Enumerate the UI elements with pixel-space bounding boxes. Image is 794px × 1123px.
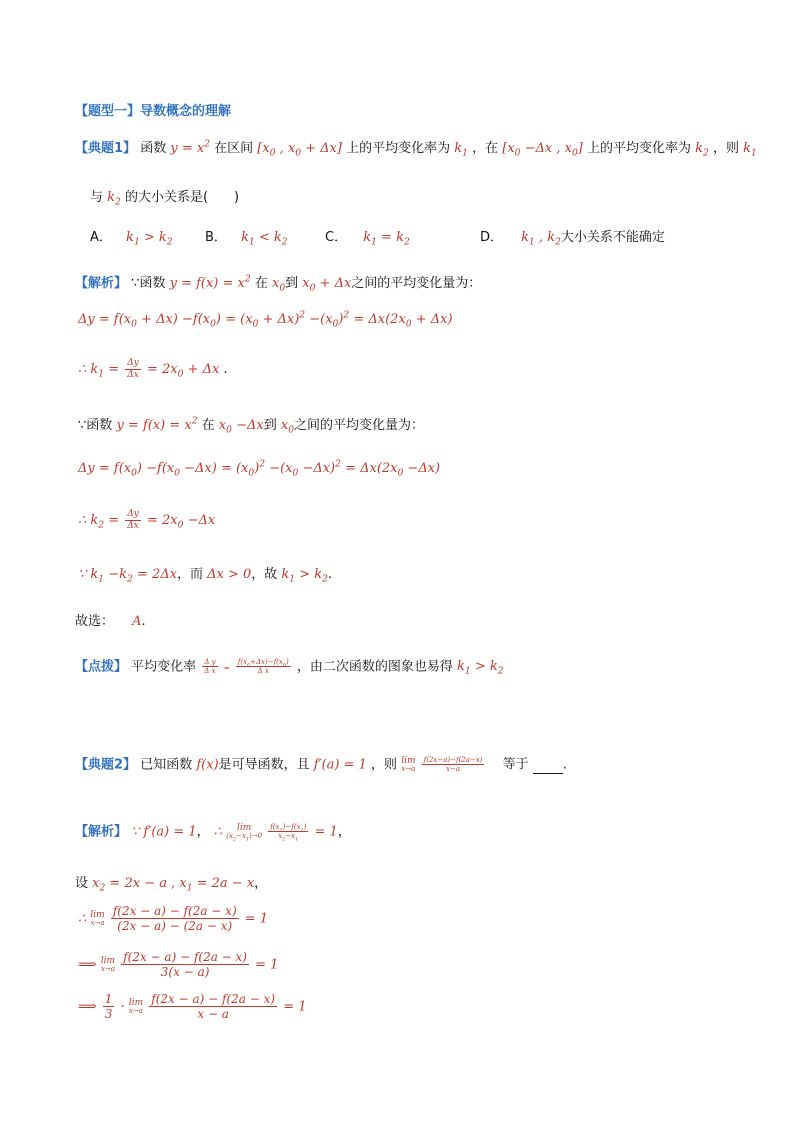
equation-delta-y1: $\Delta y = f(x_0 + \Delta x) -f(x_0) = (x_0 + \Delta x)^2 -(x_0)^2 = \Delta x(2x_0 + \Delta x)$ [78,310,453,330]
equation-compare: ∵ $k_1 -k_2 = 2\Delta x$，而 Δx > 0，故 $k_1 > k_2$. [78,567,333,585]
answer-line: 故选： A. [75,614,146,629]
example1-tag: 【典题1】 [75,141,137,156]
solution2-step3: ⟹ $\frac{1}{3}$ · lim x→a $\frac{f(2x - a) - f(2a - x)}{x - a}$ = 1 [78,992,307,1022]
example1-line2: 与 $k_2$ 的大小关系是( ) [90,190,240,208]
option-d: D． $k_1$ , $k_2$大小关系不能确定 [480,230,665,248]
section-title: 【题型一】导数概念的理解 [75,104,232,119]
solution2-step1: ∴ lim x→a $\frac{f(2x - a) - f(2a - x)}{(2x - a) - (2a - x)}$ = 1 [78,904,269,934]
option-a: A． $k_1 > k_2$ [90,230,173,248]
equation-delta-y2: $\Delta y = f(x_0) -f(x_0 -\Delta x) = (x_0)^2 -(x_0 -\Delta x)^2 = \Delta x(2x_0 -\Delta x)$ [78,459,441,479]
solution1-line1: 【解析】 ∵函数 $y = f(x) = x^2$ 在 $x_0$到 $x_0 + \Delta x$之间的平均变化量为： [75,274,482,294]
solution1-line2: ∵函数 $y = f(x) = x^2$ 在 $x_0 -\Delta x$到 $x_0$之间的平均变化量为： [78,416,425,436]
option-b: B． $k_1 < k_2$ [205,230,288,248]
equation-k2: ∴ $k_2$ = $\frac{\Delta y}{\Delta x}$ = $2x_0 -\Delta x$ [78,509,216,531]
option-c: C． $k_1 = k_2$ [325,230,410,248]
equation-k1: ∴ $k_1$ = $\frac{\Delta y}{\Delta x}$ = $2x_0 + \Delta x$ . [78,358,228,380]
answer-blank [533,761,563,774]
tip-line: 【点拨】 平均变化率 $\frac{\text{Δ y}}{\text{Δ x}}$ = $\frac{f(x_0+\Delta x)-f(x_0)}{\text{Δ x}}$ ，由二次函数的图象也易得 $k_1 > k_2$ [75,658,504,677]
example2-line: 【典题2】 已知函数 f(x)是可导函数，且 f′(a) = 1 ，则 lim x→a $\frac{f(2x-a)-f(2a-x)}{x-a}$ 等于 . [75,755,567,774]
solution2-step2: ⟹ lim x→a $\frac{f(2x - a) - f(2a - x)}{3(x - a)}$ = 1 [78,950,279,980]
solution2-let: 设 $x_2 = 2x - a$ , $x_1 = 2a - x$， [75,876,268,894]
solution2-line1: 【解析】 ∵ f′(a) = 1， ∴ lim $(x_2-x_1)\to 0$ $\frac{f(x_2)-f(x_1)}{x_2-x_1}$ = 1， [75,822,351,843]
example1-line1: 【典题1】 函数 $y = x^2$ 在区间 [$x_0$ , $x_0 + \Delta x$] 上的平均变化率为 $k_1$ ，在 [$x_0 -\Delta x$ , $x_0$] 上的平均变化率为 $k_2$ ，则 $k_1$ [75,139,757,159]
